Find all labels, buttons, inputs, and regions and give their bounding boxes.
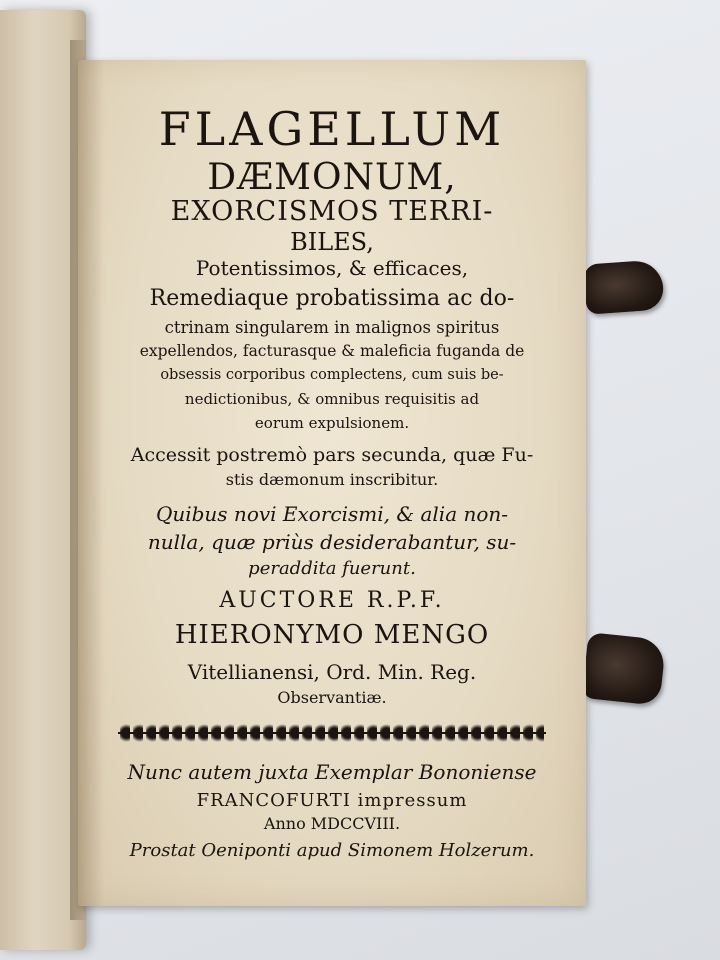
title-line-8: expellendos, facturasque & maleficia fuganda de bbox=[139, 342, 525, 360]
title-line-10: nedictionibus, & omnibus requisitis ad bbox=[184, 390, 480, 408]
imprint-year: Anno MDCCVIII. bbox=[263, 814, 401, 833]
title-line-4: BILES, bbox=[290, 228, 374, 256]
title-line-11: eorum expulsionem. bbox=[254, 414, 410, 432]
title-line-5: Potentissimos, & efficaces, bbox=[195, 256, 469, 280]
ornament-divider bbox=[118, 732, 546, 734]
title-line-13: stis dæmonum inscribitur. bbox=[225, 470, 439, 489]
title-line-1: FLAGELLUM bbox=[158, 102, 506, 156]
author-order: Observantiæ. bbox=[277, 688, 387, 707]
title-line-9: obsessis corporibus complectens, cum suis be- bbox=[160, 367, 504, 383]
author-name: HIERONYMO MENGO bbox=[174, 620, 490, 650]
book-clasp-bottom bbox=[582, 632, 666, 706]
title-line-14: Quibus novi Exorcismi, & alia non- bbox=[155, 502, 509, 526]
title-page bbox=[78, 60, 586, 906]
author-label: AUCTORE R.P.F. bbox=[219, 588, 445, 613]
imprint-seller: Prostat Oeniponti apud Simonem Holzerum. bbox=[129, 840, 535, 861]
imprint-line-1: Nunc autem juxta Exemplar Bononiense bbox=[127, 760, 537, 784]
imprint-line-2: FRANCOFURTI impressum bbox=[196, 790, 468, 811]
title-line-7: ctrinam singularem in malignos spiritus bbox=[164, 318, 500, 337]
title-line-6: Remediaque probatissima ac do- bbox=[149, 286, 515, 311]
author-affiliation: Vitellianensi, Ord. Min. Reg. bbox=[187, 660, 477, 684]
title-line-2: DÆMONUM, bbox=[207, 157, 457, 198]
title-line-3: EXORCISMOS TERRI- bbox=[170, 196, 494, 227]
book-clasp-top bbox=[583, 259, 664, 314]
title-line-16: peraddita fuerunt. bbox=[248, 558, 416, 579]
title-line-15: nulla, quæ priùs desiderabantur, su- bbox=[147, 530, 517, 554]
title-line-12: Accessit postremò pars secunda, quæ Fu- bbox=[130, 444, 534, 466]
